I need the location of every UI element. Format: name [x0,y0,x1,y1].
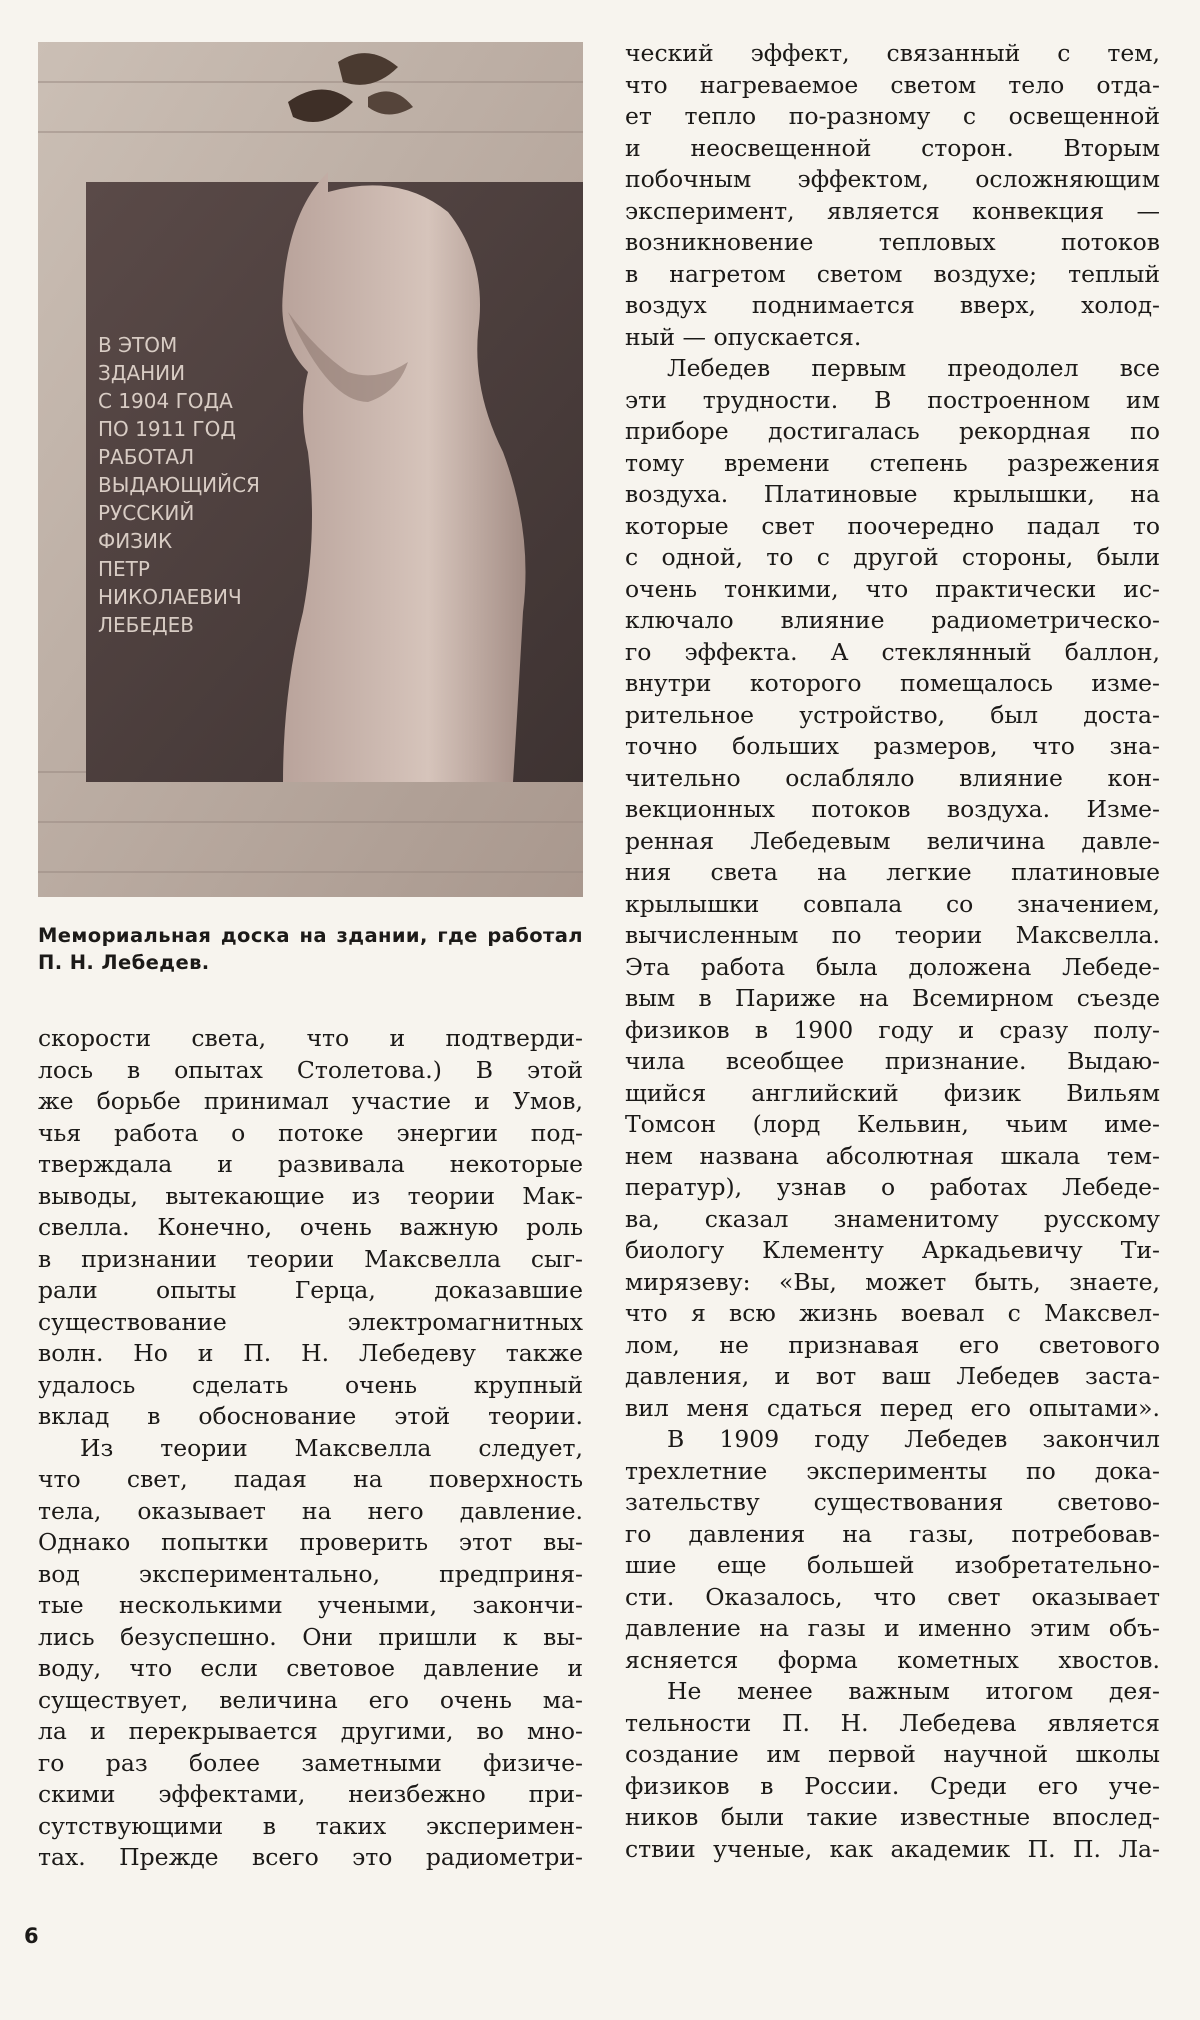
text-line: векционных потоков воздуха. Изме- [625,795,1160,823]
text-line: в нагретом светом воздухе; теплый [625,259,1160,288]
text-line: лось в опытах Столетова.) В этой [38,1055,583,1084]
text-line: которые свет поочередно падал то [625,511,1160,540]
text-line: выводы, вытекающие из теории Мак- [38,1181,583,1210]
text-line: тому времени степень разрежения [625,448,1160,477]
text-line: лом, не признавая его светового [625,1330,1160,1359]
text-line: ствии ученые, как академик П. П. Ла- [625,1834,1160,1863]
text-line: вод экспериментально, предприня- [38,1559,583,1588]
text-line: Томсон (лорд Кельвин, чьим име- [625,1110,1160,1138]
text-line: нем названа абсолютная шкала тем- [625,1141,1160,1170]
text-line: точно больших размеров, что зна- [625,732,1160,760]
text-line: зательству существования светово- [625,1488,1160,1516]
text-line: физиков в 1900 году и сразу полу- [625,1015,1160,1044]
text-line: тах. Прежде всего это радиометри- [38,1843,583,1871]
plaque-line: ВЫДАЮЩИЙСЯ [98,473,260,497]
plaque-line: ФИЗИК [98,529,173,553]
plaque-line: ЛЕБЕДЕВ [98,613,195,637]
text-line: существует, величина его очень ма- [38,1685,583,1714]
text-line: очень тонкими, что практически ис- [625,574,1160,603]
text-line: свелла. Конечно, очень важную роль [38,1213,583,1241]
text-line: давление на газы и именно этим объ- [625,1614,1160,1642]
text-line: существование электромагнитных [38,1307,583,1336]
text-line: ет тепло по-разному с освещенной [625,102,1160,130]
text-line: в признании теории Максвелла сыг- [38,1244,583,1273]
text-line: возникновение тепловых потоков [625,228,1160,256]
text-line: вклад в обоснование этой теории. [38,1402,583,1430]
text-line: ла и перекрывается другими, во мно- [38,1717,583,1745]
text-line: Эта работа была доложена Лебеде- [625,952,1160,981]
text-line: вил меня сдаться перед его опытами». [625,1393,1160,1422]
text-line: ния света на легкие платиновые [625,858,1160,886]
text-line: рали опыты Герца, доказавшие [38,1276,583,1304]
text-line: ренная Лебедевым величина давле- [625,826,1160,855]
text-line: чила всеобщее признание. Выдаю- [625,1047,1160,1075]
text-line: чья работа о потоке энергии под- [38,1118,583,1147]
text-line: го раз более заметными физиче- [38,1748,583,1777]
text-line: воздух поднимается вверх, холод- [625,291,1160,319]
text-line: ческий эффект, связанный с тем, [625,39,1160,67]
text-line: щийся английский физик Вильям [625,1078,1160,1107]
text-line: тые несколькими учеными, закончи- [38,1591,583,1619]
text-line: лись безуспешно. Они пришли к вы- [38,1622,583,1651]
text-line: тверждала и развивала некоторые [38,1150,583,1178]
plaque-line: С 1904 ГОДА [98,389,233,413]
plaque-line: ПО 1911 ГОД [98,417,236,441]
text-line: рительное устройство, был доста- [625,700,1160,729]
text-line: давления, и вот ваш Лебедев заста- [625,1362,1160,1390]
text-line: ператур), узнав о работах Лебеде- [625,1173,1160,1201]
plaque-line: В ЭТОМ [98,333,178,357]
text-line: биологу Клементу Аркадьевичу Ти- [625,1236,1160,1264]
text-line: воду, что если световое давление и [38,1654,583,1682]
text-line: приборе достигалась рекордная по [625,417,1160,445]
text-line: с одной, то с другой стороны, были [625,543,1160,571]
right-text-column [625,38,1160,1865]
text-line: эксперимент, является конвекция — [625,196,1160,225]
text-line: что нагреваемое светом тело отда- [625,70,1160,99]
memorial-plaque-photo [38,42,583,897]
text-line: ясняется форма кометных хвостов. [625,1645,1160,1674]
text-line: удалось сделать очень крупный [38,1370,583,1399]
text-line: Из теории Максвелла следует, [80,1433,583,1462]
text-line: эти трудности. В построенном им [625,385,1160,414]
text-line: ключало влияние радиометрическо- [625,606,1160,634]
text-line: скими эффектами, неизбежно при- [38,1780,583,1808]
text-line: ва, сказал знаменитому русскому [625,1204,1160,1233]
text-line: В 1909 году Лебедев закончил [667,1425,1160,1453]
plaque-line: НИКОЛАЕВИЧ [98,585,242,609]
plaque-line: РУССКИЙ [98,501,195,525]
text-line: мирязеву: «Вы, может быть, знаете, [625,1267,1160,1296]
text-line: что я всю жизнь воевал с Максвел- [625,1299,1160,1327]
plaque-line: РАБОТАЛ [98,445,195,469]
text-line: чительно ослабляло влияние кон- [625,763,1160,792]
text-line: крылышки совпала со значением, [625,889,1160,918]
text-line: тела, оказывает на него давление. [38,1496,583,1525]
text-line: трехлетние эксперименты по дока- [625,1456,1160,1485]
text-line: тельности П. Н. Лебедева является [625,1708,1160,1737]
text-line: го давления на газы, потребовав- [625,1519,1160,1548]
text-line: воздуха. Платиновые крылышки, на [625,480,1160,508]
left-text-column [38,1023,583,1874]
text-line: сутствующими в таких эксперимен- [38,1811,583,1840]
text-line: шие еще большей изобретательно- [625,1551,1160,1579]
text-line: ный — опускается. [625,322,862,351]
plaque-line: ЗДАНИИ [98,361,186,385]
text-line: внутри которого помещалось изме- [625,669,1160,697]
text-line: сти. Оказалось, что свет оказывает [625,1582,1160,1611]
text-line: что свет, падая на поверхность [38,1465,583,1493]
text-line: скорости света, что и подтверди- [38,1024,583,1052]
text-line: волн. Но и П. Н. Лебедеву также [38,1339,583,1367]
text-line: Однако попытки проверить этот вы- [38,1528,583,1556]
plaque-line: ПЕТР [98,557,150,581]
text-line: же борьбе принимал участие и Умов, [38,1087,583,1115]
text-line: ников были такие известные впослед- [625,1803,1160,1831]
text-line: создание им первой научной школы [625,1740,1160,1768]
page-number: 6 [24,1924,39,1948]
text-line: побочным эффектом, осложняющим [625,165,1160,193]
text-line: Не менее важным итогом дея- [667,1677,1160,1705]
text-line: Лебедев первым преодолел все [667,354,1160,382]
text-line: вычисленным по теории Максвелла. [625,921,1160,949]
text-line: и неосвещенной сторон. Вторым [625,133,1160,162]
photo-caption: Мемориальная доска на здании, где работал П. Н. Лебедев. [38,924,583,974]
text-line: го эффекта. А стеклянный баллон, [625,637,1160,666]
text-line: вым в Париже на Всемирном съезде [625,984,1160,1012]
text-line: физиков в России. Среди его уче- [625,1771,1160,1800]
